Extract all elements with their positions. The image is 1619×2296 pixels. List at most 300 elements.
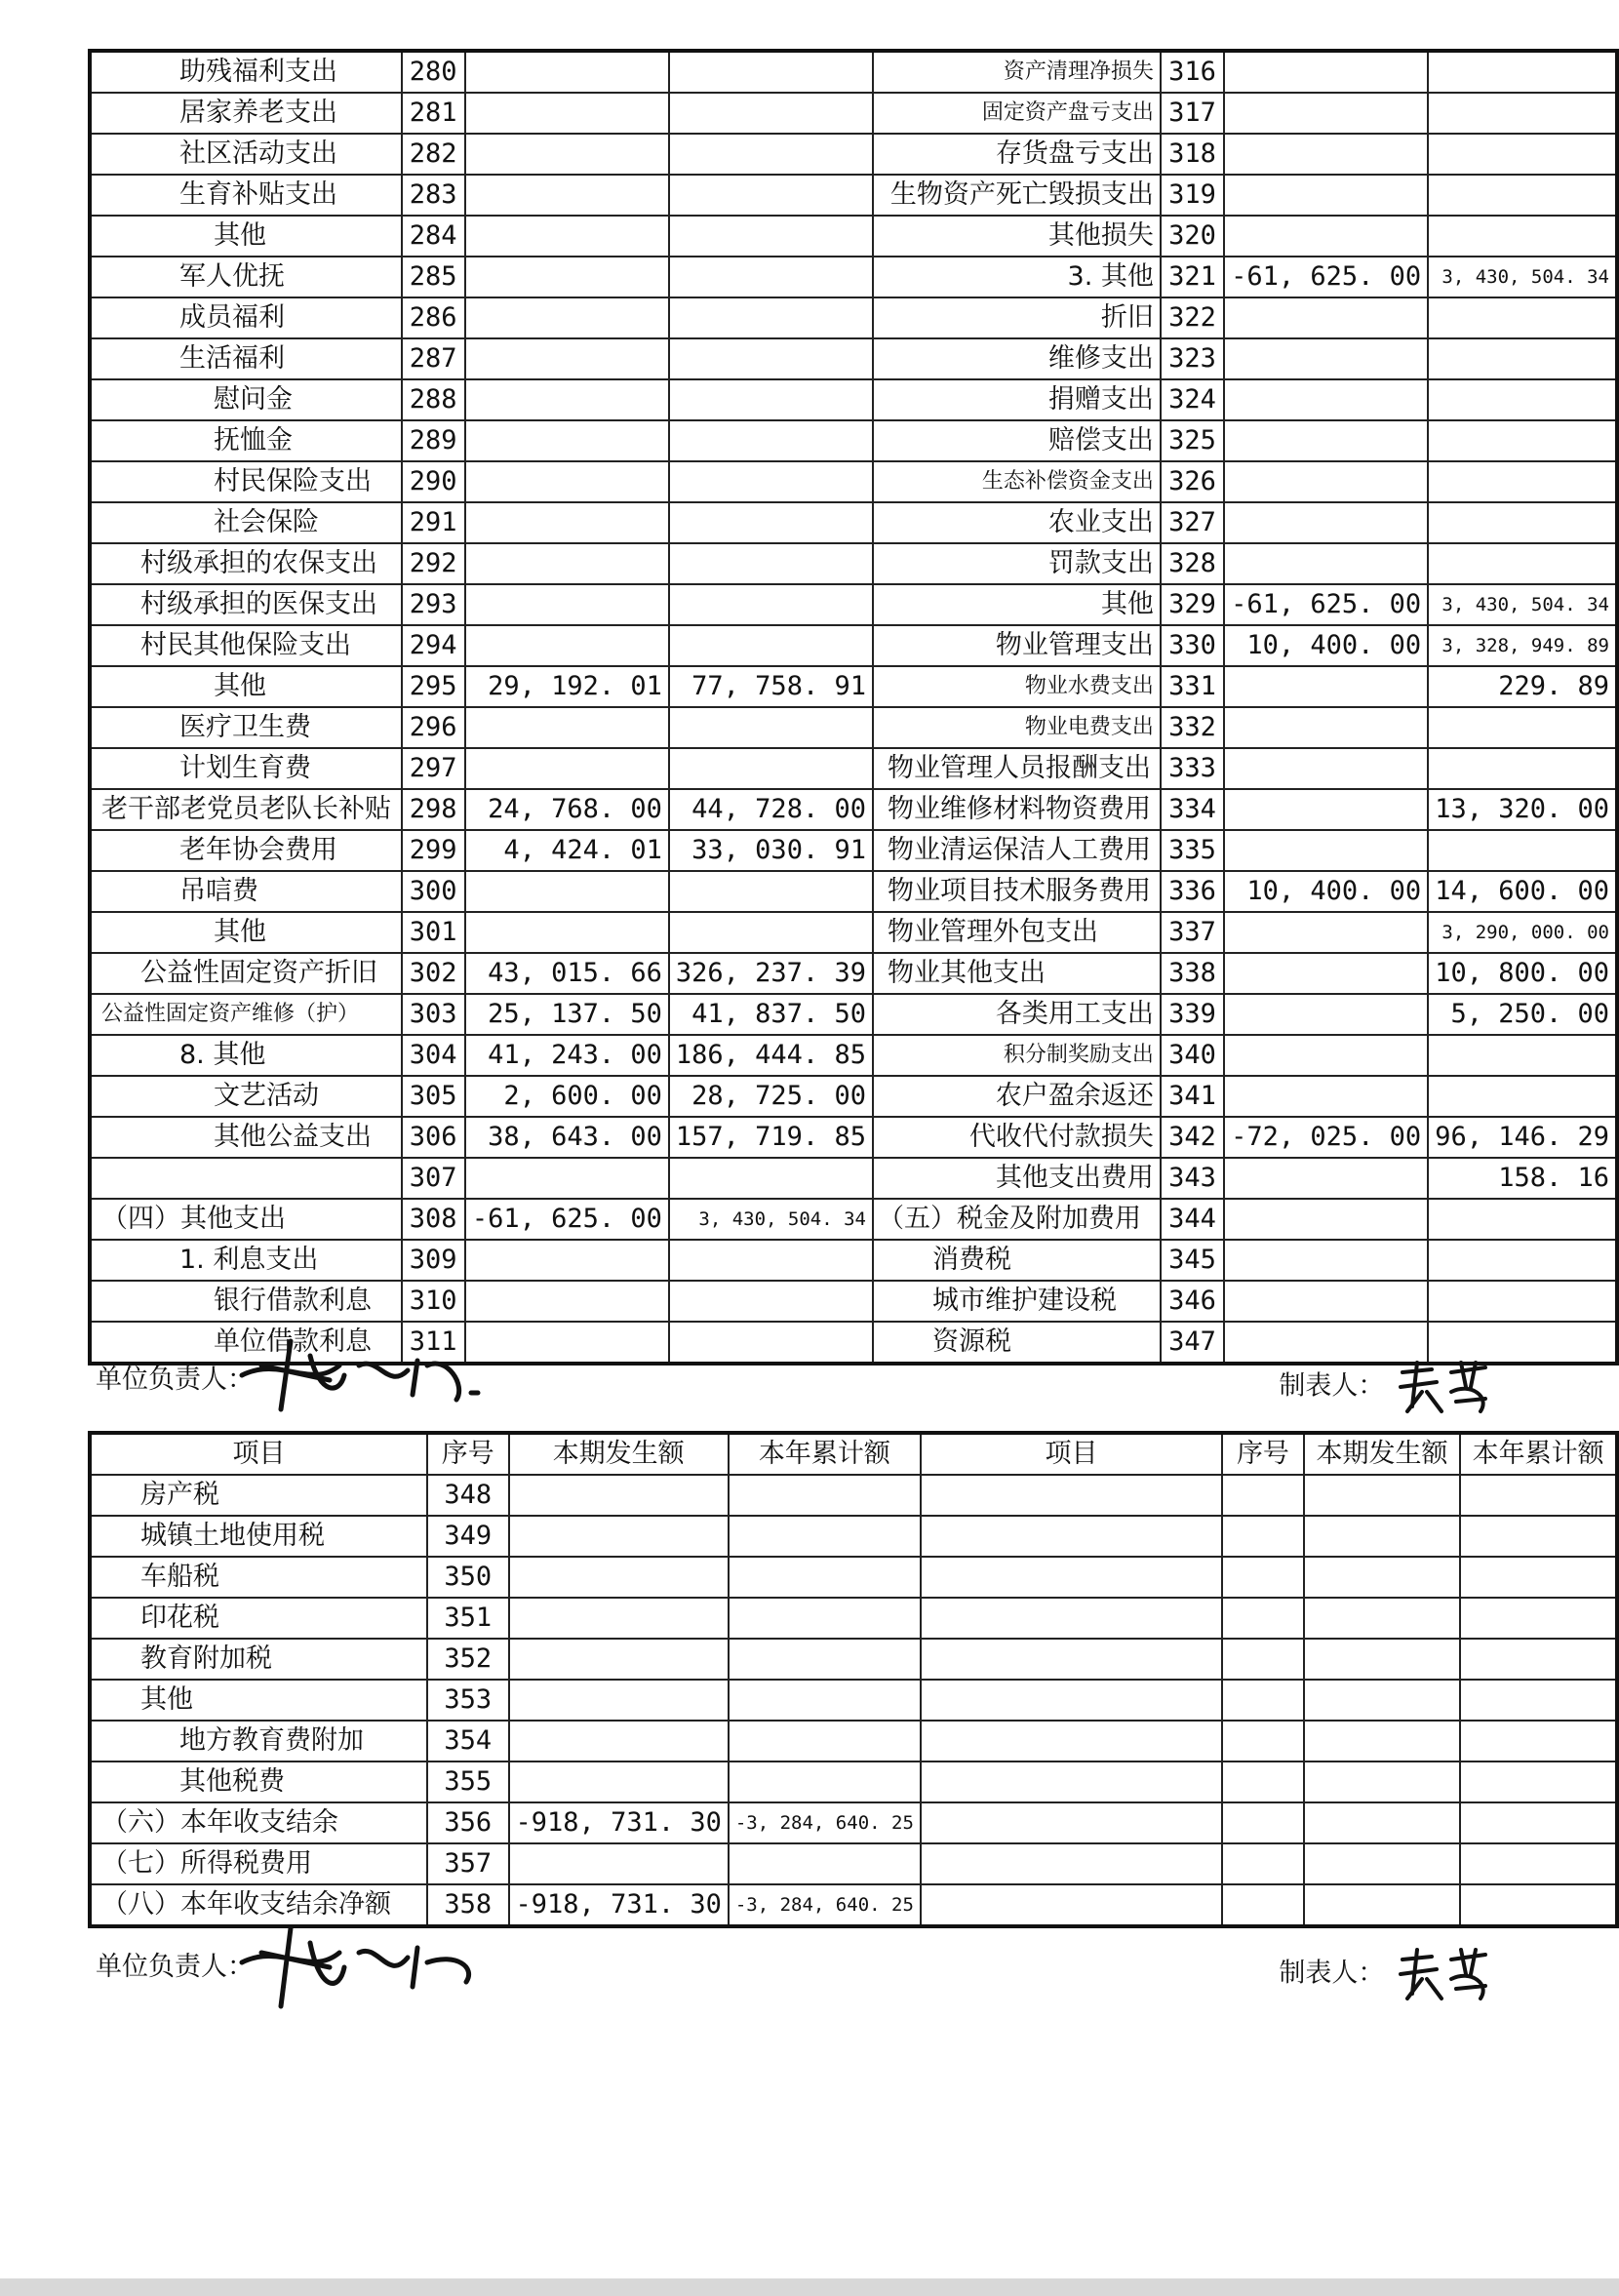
table-row (90, 134, 1617, 175)
right-item-name: 生态补偿资金支出 (873, 461, 1161, 502)
left-ytd-amount: 77, 758. 91 (669, 666, 873, 707)
table-row (90, 1475, 1617, 1516)
empty-cell (1460, 1721, 1617, 1762)
empty-cell (1460, 1843, 1617, 1884)
item-name: 地方教育费附加 (90, 1721, 427, 1762)
right-current-amount (1224, 297, 1428, 338)
left-item-name: 老年协会费用 (90, 830, 402, 871)
empty-cell (1222, 1475, 1304, 1516)
table-row (90, 1281, 1617, 1322)
left-current-amount: 24, 768. 00 (465, 789, 669, 830)
header-ytd: 本年累计额 (729, 1433, 921, 1475)
right-ytd-amount: 96, 146. 29 (1428, 1117, 1617, 1158)
ytd-amount (729, 1598, 921, 1639)
right-current-amount (1224, 175, 1428, 216)
table-row (90, 502, 1617, 543)
right-seq: 323 (1161, 338, 1224, 379)
current-amount (509, 1557, 729, 1598)
right-item-name: 赔偿支出 (873, 420, 1161, 461)
left-ytd-amount (669, 134, 873, 175)
left-ytd-amount (669, 216, 873, 257)
left-item-name: 抚恤金 (90, 420, 402, 461)
right-item-name: 其他支出费用 (873, 1158, 1161, 1199)
left-item-name: 1. 利息支出 (90, 1240, 402, 1281)
left-item-name: 公益性固定资产折旧 (90, 953, 402, 994)
current-amount (509, 1762, 729, 1802)
table-row (90, 953, 1617, 994)
empty-cell (921, 1598, 1222, 1639)
table-row (90, 1639, 1617, 1680)
right-ytd-amount: 14, 600. 00 (1428, 871, 1617, 912)
right-seq: 341 (1161, 1076, 1224, 1117)
left-seq: 282 (402, 134, 465, 175)
right-item-name: 折旧 (873, 297, 1161, 338)
left-seq: 300 (402, 871, 465, 912)
left-item-name: 计划生育费 (90, 748, 402, 789)
empty-cell (1304, 1843, 1461, 1884)
right-seq: 316 (1161, 51, 1224, 93)
empty-cell (1222, 1598, 1304, 1639)
seq: 350 (427, 1557, 509, 1598)
left-seq: 289 (402, 420, 465, 461)
left-current-amount: 43, 015. 66 (465, 953, 669, 994)
seq: 348 (427, 1475, 509, 1516)
right-seq: 333 (1161, 748, 1224, 789)
unit-head-signature-2 (222, 1923, 544, 2011)
seq: 351 (427, 1598, 509, 1639)
table-row (90, 543, 1617, 584)
left-ytd-amount (669, 461, 873, 502)
header-seq-right: 序号 (1222, 1433, 1304, 1475)
left-ytd-amount (669, 338, 873, 379)
right-current-amount: -61, 625. 00 (1224, 257, 1428, 297)
right-seq: 317 (1161, 93, 1224, 134)
left-ytd-amount: 28, 725. 00 (669, 1076, 873, 1117)
empty-cell (1222, 1516, 1304, 1557)
left-current-amount: 4, 424. 01 (465, 830, 669, 871)
right-current-amount (1224, 1076, 1428, 1117)
table-row (90, 748, 1617, 789)
left-seq: 310 (402, 1281, 465, 1322)
table-row (90, 1557, 1617, 1598)
left-item-name: 村级承担的医保支出 (90, 584, 402, 625)
preparer-signature-2 (1393, 1945, 1500, 2003)
right-seq: 327 (1161, 502, 1224, 543)
right-item-name: 物业管理支出 (873, 625, 1161, 666)
table-row (90, 994, 1617, 1035)
right-seq: 324 (1161, 379, 1224, 420)
left-item-name: 单位借款利息 (90, 1322, 402, 1364)
item-name: 印花税 (90, 1598, 427, 1639)
seq: 355 (427, 1762, 509, 1802)
right-current-amount (1224, 134, 1428, 175)
preparer-block (1279, 1358, 1500, 1416)
right-current-amount (1224, 1035, 1428, 1076)
left-seq: 287 (402, 338, 465, 379)
table-row (90, 1598, 1617, 1639)
right-current-amount (1224, 953, 1428, 994)
left-current-amount (465, 461, 669, 502)
right-seq: 322 (1161, 297, 1224, 338)
empty-cell (1460, 1639, 1617, 1680)
right-ytd-amount: 10, 800. 00 (1428, 953, 1617, 994)
left-ytd-amount (669, 625, 873, 666)
left-seq: 309 (402, 1240, 465, 1281)
right-item-name: 捐赠支出 (873, 379, 1161, 420)
right-current-amount: 10, 400. 00 (1224, 625, 1428, 666)
right-ytd-amount (1428, 216, 1617, 257)
left-seq: 301 (402, 912, 465, 953)
empty-cell (1304, 1639, 1461, 1680)
right-item-name: 其他 (873, 584, 1161, 625)
left-seq: 293 (402, 584, 465, 625)
left-item-name: 成员福利 (90, 297, 402, 338)
right-item-name: 积分制奖励支出 (873, 1035, 1161, 1076)
ytd-amount (729, 1557, 921, 1598)
right-ytd-amount (1428, 93, 1617, 134)
right-seq: 328 (1161, 543, 1224, 584)
left-seq: 291 (402, 502, 465, 543)
left-ytd-amount (669, 1281, 873, 1322)
current-amount (509, 1598, 729, 1639)
right-ytd-amount (1428, 1076, 1617, 1117)
right-seq: 325 (1161, 420, 1224, 461)
left-item-name: （四）其他支出 (90, 1199, 402, 1240)
right-seq: 346 (1161, 1281, 1224, 1322)
ytd-amount (729, 1516, 921, 1557)
empty-cell (1304, 1516, 1461, 1557)
left-current-amount (465, 912, 669, 953)
left-ytd-amount (669, 420, 873, 461)
seq: 349 (427, 1516, 509, 1557)
left-item-name: 银行借款利息 (90, 1281, 402, 1322)
left-seq: 297 (402, 748, 465, 789)
header-seq: 序号 (427, 1433, 509, 1475)
table-row (90, 1240, 1617, 1281)
left-item-name: 吊唁费 (90, 871, 402, 912)
left-seq: 296 (402, 707, 465, 748)
ytd-amount (729, 1680, 921, 1721)
table-row (90, 175, 1617, 216)
right-current-amount: -61, 625. 00 (1224, 584, 1428, 625)
left-item-name: 其他公益支出 (90, 1117, 402, 1158)
right-current-amount (1224, 216, 1428, 257)
right-ytd-amount (1428, 502, 1617, 543)
left-item-name: 村级承担的农保支出 (90, 543, 402, 584)
right-seq: 340 (1161, 1035, 1224, 1076)
right-seq: 339 (1161, 994, 1224, 1035)
empty-cell (1222, 1557, 1304, 1598)
right-item-name: 维修支出 (873, 338, 1161, 379)
left-ytd-amount (669, 1240, 873, 1281)
empty-cell (1460, 1475, 1617, 1516)
left-seq: 292 (402, 543, 465, 584)
left-seq: 286 (402, 297, 465, 338)
left-ytd-amount (669, 257, 873, 297)
left-current-amount (465, 1240, 669, 1281)
right-item-name: 资源税 (873, 1322, 1161, 1364)
seq: 357 (427, 1843, 509, 1884)
bottom-table-header-row (90, 1433, 1617, 1475)
table-row (90, 666, 1617, 707)
right-seq: 336 (1161, 871, 1224, 912)
item-name: （七）所得税费用 (90, 1843, 427, 1884)
right-item-name: 物业其他支出 (873, 953, 1161, 994)
right-ytd-amount (1428, 420, 1617, 461)
right-ytd-amount (1428, 830, 1617, 871)
left-seq: 294 (402, 625, 465, 666)
signature-row-bottom (96, 1931, 1539, 1999)
ytd-amount: -3, 284, 640. 25 (729, 1802, 921, 1843)
right-seq: 321 (1161, 257, 1224, 297)
table-row (90, 1884, 1617, 1926)
table-row (90, 1035, 1617, 1076)
right-item-name: 罚款支出 (873, 543, 1161, 584)
empty-cell (921, 1475, 1222, 1516)
empty-cell (1222, 1762, 1304, 1802)
left-ytd-amount: 3, 430, 504. 34 (669, 1199, 873, 1240)
right-item-name: 物业电费支出 (873, 707, 1161, 748)
right-item-name: 3. 其他 (873, 257, 1161, 297)
empty-cell (1222, 1721, 1304, 1762)
table-row (90, 1802, 1617, 1843)
table-row (90, 789, 1617, 830)
left-current-amount (465, 584, 669, 625)
right-ytd-amount (1428, 134, 1617, 175)
right-item-name: 农业支出 (873, 502, 1161, 543)
table-row (90, 1516, 1617, 1557)
table-row (90, 420, 1617, 461)
left-current-amount: 2, 600. 00 (465, 1076, 669, 1117)
table-row (90, 1762, 1617, 1802)
ytd-amount: -3, 284, 640. 25 (729, 1884, 921, 1926)
empty-cell (921, 1843, 1222, 1884)
table-row (90, 1158, 1617, 1199)
right-current-amount (1224, 1240, 1428, 1281)
right-seq: 344 (1161, 1199, 1224, 1240)
right-seq: 338 (1161, 953, 1224, 994)
item-name: 房产税 (90, 1475, 427, 1516)
right-ytd-amount: 3, 430, 504. 34 (1428, 584, 1617, 625)
left-current-amount (465, 543, 669, 584)
seq: 354 (427, 1721, 509, 1762)
left-seq: 290 (402, 461, 465, 502)
right-seq: 347 (1161, 1322, 1224, 1364)
item-name: （六）本年收支结余 (90, 1802, 427, 1843)
right-seq: 330 (1161, 625, 1224, 666)
left-ytd-amount (669, 175, 873, 216)
table-row (90, 625, 1617, 666)
left-current-amount: 38, 643. 00 (465, 1117, 669, 1158)
empty-cell (921, 1802, 1222, 1843)
right-seq: 319 (1161, 175, 1224, 216)
right-ytd-amount (1428, 461, 1617, 502)
left-seq: 284 (402, 216, 465, 257)
right-item-name: （五）税金及附加费用 (873, 1199, 1161, 1240)
left-current-amount: 41, 243. 00 (465, 1035, 669, 1076)
right-seq: 326 (1161, 461, 1224, 502)
left-ytd-amount (669, 297, 873, 338)
right-item-name: 消费税 (873, 1240, 1161, 1281)
left-ytd-amount: 33, 030. 91 (669, 830, 873, 871)
left-ytd-amount (669, 584, 873, 625)
left-seq: 308 (402, 1199, 465, 1240)
right-item-name: 代收代付款损失 (873, 1117, 1161, 1158)
right-current-amount: -72, 025. 00 (1224, 1117, 1428, 1158)
right-ytd-amount: 229. 89 (1428, 666, 1617, 707)
right-ytd-amount (1428, 748, 1617, 789)
right-current-amount (1224, 420, 1428, 461)
left-seq: 305 (402, 1076, 465, 1117)
ledger-table-bottom (88, 1431, 1619, 1928)
empty-cell (1304, 1598, 1461, 1639)
table-row (90, 1076, 1617, 1117)
right-item-name: 生物资产死亡毁损支出 (873, 175, 1161, 216)
empty-cell (1222, 1802, 1304, 1843)
right-current-amount (1224, 93, 1428, 134)
right-ytd-amount (1428, 175, 1617, 216)
item-name: （八）本年收支结余净额 (90, 1884, 427, 1926)
unit-head-label-2: 单位负责人： (96, 1952, 254, 1982)
right-seq: 343 (1161, 1158, 1224, 1199)
item-name: 车船税 (90, 1557, 427, 1598)
empty-cell (921, 1721, 1222, 1762)
right-seq: 332 (1161, 707, 1224, 748)
right-seq: 345 (1161, 1240, 1224, 1281)
left-current-amount (465, 175, 669, 216)
left-item-name: 文艺活动 (90, 1076, 402, 1117)
left-current-amount (465, 257, 669, 297)
left-seq: 295 (402, 666, 465, 707)
right-current-amount (1224, 789, 1428, 830)
left-current-amount: 29, 192. 01 (465, 666, 669, 707)
left-ytd-amount (669, 871, 873, 912)
right-seq: 318 (1161, 134, 1224, 175)
left-ytd-amount (669, 912, 873, 953)
table-row (90, 584, 1617, 625)
left-seq: 306 (402, 1117, 465, 1158)
left-seq: 285 (402, 257, 465, 297)
left-item-name: 其他 (90, 216, 402, 257)
left-current-amount (465, 134, 669, 175)
empty-cell (1460, 1516, 1617, 1557)
right-current-amount (1224, 994, 1428, 1035)
left-current-amount (465, 420, 669, 461)
left-item-name: 8. 其他 (90, 1035, 402, 1076)
right-current-amount (1224, 502, 1428, 543)
ytd-amount (729, 1475, 921, 1516)
left-ytd-amount (669, 51, 873, 93)
right-ytd-amount (1428, 543, 1617, 584)
current-amount (509, 1843, 729, 1884)
right-seq: 320 (1161, 216, 1224, 257)
left-ytd-amount: 326, 237. 39 (669, 953, 873, 994)
empty-cell (1304, 1557, 1461, 1598)
left-ytd-amount (669, 502, 873, 543)
table-row (90, 297, 1617, 338)
right-current-amount (1224, 338, 1428, 379)
current-amount (509, 1475, 729, 1516)
right-seq: 331 (1161, 666, 1224, 707)
right-current-amount (1224, 912, 1428, 953)
table-row (90, 1117, 1617, 1158)
right-ytd-amount (1428, 1240, 1617, 1281)
left-item-name: 村民其他保险支出 (90, 625, 402, 666)
table-row (90, 338, 1617, 379)
item-name: 其他 (90, 1680, 427, 1721)
left-item-name: 慰问金 (90, 379, 402, 420)
left-item-name: 助残福利支出 (90, 51, 402, 93)
preparer-block-2 (1279, 1945, 1500, 2003)
right-ytd-amount: 3, 430, 504. 34 (1428, 257, 1617, 297)
empty-cell (1304, 1721, 1461, 1762)
left-seq: 303 (402, 994, 465, 1035)
unit-head-label: 单位负责人： (96, 1365, 254, 1395)
left-current-amount (465, 748, 669, 789)
table-row (90, 871, 1617, 912)
table-row (90, 830, 1617, 871)
empty-cell (921, 1680, 1222, 1721)
empty-cell (921, 1884, 1222, 1926)
empty-cell (1304, 1884, 1461, 1926)
left-ytd-amount (669, 1158, 873, 1199)
header-item-right: 项目 (921, 1433, 1222, 1475)
table-row (90, 912, 1617, 953)
left-seq: 299 (402, 830, 465, 871)
right-item-name: 物业水费支出 (873, 666, 1161, 707)
left-seq: 302 (402, 953, 465, 994)
empty-cell (921, 1762, 1222, 1802)
empty-cell (921, 1557, 1222, 1598)
unit-head-signature (222, 1336, 544, 1414)
right-ytd-amount (1428, 51, 1617, 93)
empty-cell (1222, 1884, 1304, 1926)
table-row (90, 461, 1617, 502)
left-ytd-amount: 41, 837. 50 (669, 994, 873, 1035)
current-amount: -918, 731. 30 (509, 1802, 729, 1843)
right-ytd-amount: 3, 290, 000. 00 (1428, 912, 1617, 953)
left-current-amount (465, 1158, 669, 1199)
table-row (90, 216, 1617, 257)
empty-cell (1304, 1802, 1461, 1843)
seq: 358 (427, 1884, 509, 1926)
right-ytd-amount (1428, 1281, 1617, 1322)
empty-cell (1304, 1680, 1461, 1721)
right-current-amount (1224, 461, 1428, 502)
empty-cell (921, 1639, 1222, 1680)
right-current-amount (1224, 379, 1428, 420)
right-item-name: 物业清运保洁人工费用 (873, 830, 1161, 871)
item-name: 城镇土地使用税 (90, 1516, 427, 1557)
right-item-name: 各类用工支出 (873, 994, 1161, 1035)
empty-cell (1222, 1639, 1304, 1680)
table-row (90, 707, 1617, 748)
right-current-amount: 10, 400. 00 (1224, 871, 1428, 912)
right-item-name: 城市维护建设税 (873, 1281, 1161, 1322)
right-seq: 337 (1161, 912, 1224, 953)
left-seq: 298 (402, 789, 465, 830)
right-ytd-amount: 3, 328, 949. 89 (1428, 625, 1617, 666)
ledger-table-top-body (90, 51, 1617, 1364)
right-current-amount (1224, 1158, 1428, 1199)
ytd-amount (729, 1721, 921, 1762)
table-row (90, 257, 1617, 297)
left-item-name: 老干部老党员老队长补贴 (90, 789, 402, 830)
signature-row-top (96, 1344, 1539, 1412)
empty-cell (1460, 1680, 1617, 1721)
left-item-name: 军人优抚 (90, 257, 402, 297)
left-current-amount (465, 871, 669, 912)
